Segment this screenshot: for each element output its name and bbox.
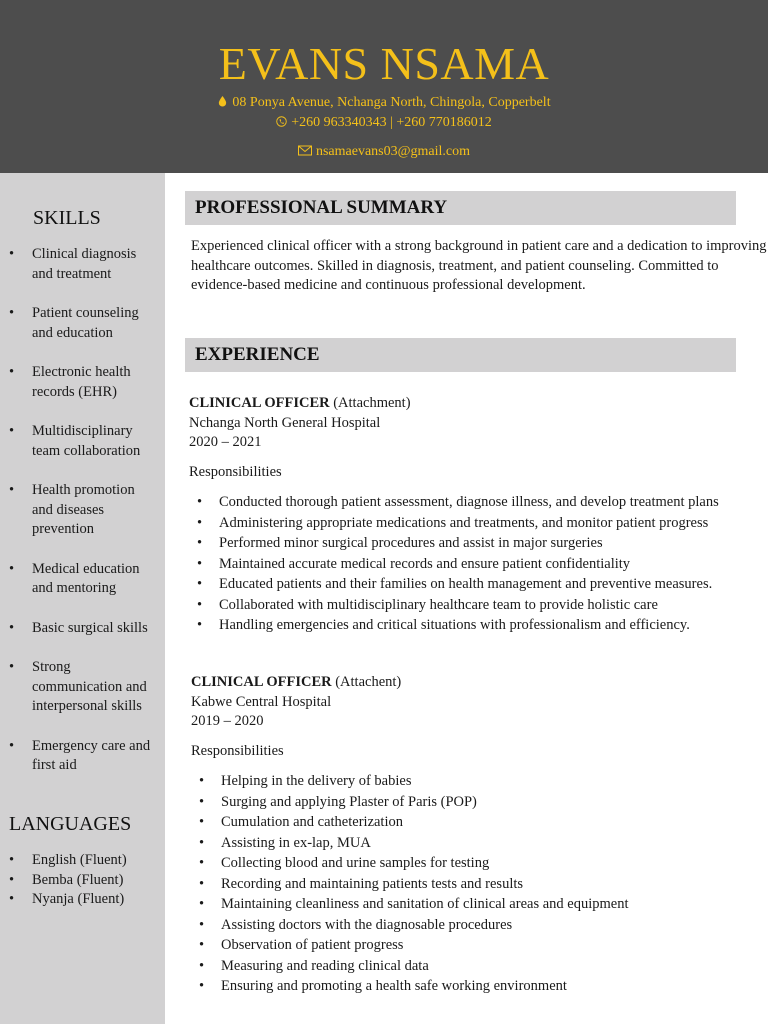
job-type: (Attachment) (333, 395, 411, 411)
job-employer: Nchanga North General Hospital (189, 414, 381, 431)
summary-text (191, 237, 768, 296)
job-entry (191, 673, 766, 997)
skill-item: • Clinical diagnosis and treatment (0, 245, 165, 284)
responsibilities-list (189, 492, 764, 636)
skill-item: • Medical education and mentoring (0, 560, 165, 599)
responsibility-item: • Measuring and reading clinical data (191, 956, 766, 977)
experience-heading: EXPERIENCE (195, 344, 320, 365)
responsibility-item: • Ensuring and promoting a health safe working environment (191, 976, 766, 997)
skills-list (0, 245, 165, 796)
summary-line: evidence-based medicine and continuous professional development. (191, 277, 586, 293)
responsibility-item: • Cumulation and catheterization (191, 812, 766, 833)
language-item: • English (Fluent) (0, 851, 133, 871)
job-title-line (191, 673, 766, 693)
skill-item: • Electronic health records (EHR) (0, 363, 165, 402)
summary-section-bar (185, 191, 736, 225)
phone-icon (276, 116, 287, 127)
responsibility-item: • Assisting in ex-lap, MUA (191, 833, 766, 854)
skill-item: • Patient counseling and education (0, 304, 165, 343)
experience-section-bar (185, 338, 736, 372)
responsibility-item: • Assisting doctors with the diagnosable procedures (191, 915, 766, 936)
responsibilities-label: Responsibilities (191, 742, 284, 759)
responsibility-item: • Handling emergencies and critical situations with professionalism and efficiency. (189, 615, 764, 636)
job-dates: 2019 – 2020 (191, 713, 264, 729)
job-title: CLINICAL OFFICER (189, 395, 330, 411)
languages-heading: LANGUAGES (9, 813, 132, 835)
email-line (0, 143, 768, 161)
responsibility-item: • Performed minor surgical procedures and assist in major surgeries (189, 533, 764, 554)
responsibility-item: • Observation of patient progress (191, 935, 766, 956)
summary-heading: PROFESSIONAL SUMMARY (195, 197, 448, 218)
responsibility-item: • Collaborated with multidisciplinary healthcare team to provide holistic care (189, 595, 764, 616)
responsibility-item: • Conducted thorough patient assessment, diagnose illness, and develop treatment plans (189, 492, 764, 513)
envelope-icon (298, 145, 312, 156)
address-text: 08 Ponya Avenue, Nchanga North, Chingola, Copperbelt (232, 95, 551, 110)
candidate-name: EVANS NSAMA (218, 38, 550, 89)
skill-item: • Health promotion and diseases prevention (0, 481, 165, 540)
skill-item: • Emergency care and first aid (0, 737, 165, 776)
responsibilities-label: Responsibilities (189, 463, 282, 480)
responsibility-item: • Maintained accurate medical records and ensure patient confidentiality (189, 554, 764, 575)
phone-line (0, 114, 768, 132)
responsibility-item: • Helping in the delivery of babies (191, 771, 766, 792)
location-drop-icon (217, 96, 228, 107)
summary-line: healthcare outcomes. Skilled in diagnosis, treatment, and patient counseling. Committed to (191, 257, 719, 274)
phone-text: +260 963340343 | +260 770186012 (291, 115, 492, 130)
resume-header (0, 0, 768, 173)
language-item: • Nyanja (Fluent) (0, 890, 133, 910)
responsibility-item: • Recording and maintaining patients tests and results (191, 874, 766, 895)
summary-line: Experienced clinical officer with a strong background in patient care and a dedication to improving (191, 238, 767, 254)
responsibility-item: • Administering appropriate medications and treatments, and monitor patient progress (189, 513, 764, 534)
skill-item: • Strong communication and interpersonal skills (0, 658, 165, 717)
responsibility-item: • Collecting blood and urine samples for testing (191, 853, 766, 874)
job-title-line (189, 394, 764, 414)
skills-heading: SKILLS (33, 207, 101, 229)
job-employer: Kabwe Central Hospital (191, 693, 332, 710)
skill-item: • Multidisciplinary team collaboration (0, 422, 165, 461)
responsibility-item: • Educated patients and their families on health management and preventive measures. (189, 574, 764, 595)
sidebar (0, 173, 165, 1024)
skill-item: • Basic surgical skills (0, 619, 165, 639)
languages-list (0, 851, 133, 910)
job-entry (189, 394, 764, 636)
responsibility-item: • Surging and applying Plaster of Paris (POP) (191, 792, 766, 813)
language-item: • Bemba (Fluent) (0, 871, 133, 891)
job-type: (Attachent) (335, 674, 402, 690)
email-text[interactable]: nsamaevans03@gmail.com (315, 144, 471, 159)
job-dates: 2020 – 2021 (189, 434, 262, 450)
responsibility-item: • Maintaining cleanliness and sanitation of clinical areas and equipment (191, 894, 766, 915)
address-line (0, 94, 768, 112)
responsibilities-list (191, 771, 766, 997)
job-title: CLINICAL OFFICER (191, 674, 332, 690)
